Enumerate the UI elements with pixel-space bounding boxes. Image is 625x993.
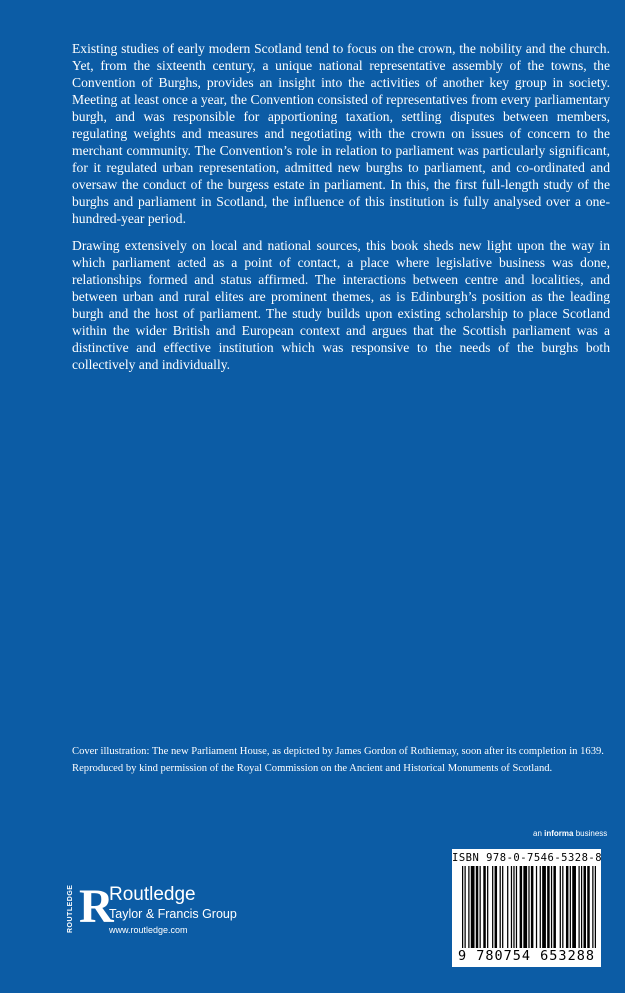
routledge-r-icon: R (79, 880, 114, 933)
barcode-bar (471, 866, 475, 948)
barcode-bar (583, 866, 586, 948)
informa-suffix: business (575, 829, 608, 838)
barcode-bar (595, 866, 596, 948)
barcode-bar (551, 866, 552, 948)
barcode-bar (480, 866, 481, 948)
informa-prefix: an (533, 829, 542, 838)
barcode-bar (465, 866, 466, 948)
barcode-bar (553, 866, 556, 948)
publisher-block (67, 880, 267, 940)
barcode-bar (562, 866, 563, 948)
barcode-bar (462, 866, 463, 948)
barcode-bar (566, 866, 569, 948)
publisher-name: Routledge (109, 884, 196, 905)
barcode-bar (495, 866, 498, 948)
barcode-bar (570, 866, 571, 948)
caption-line-2: Reproduced by kind permission of the Royal Commission on the Ancient and Historical Monuments of Scotland. (72, 763, 553, 774)
barcode-bar (592, 866, 593, 948)
barcode-bar (513, 866, 514, 948)
barcode-bar (507, 866, 508, 948)
barcode-bar (483, 866, 486, 948)
barcode-bar (531, 866, 534, 948)
barcode-bar (476, 866, 479, 948)
barcode-bar (560, 866, 561, 948)
barcode-bar (502, 866, 503, 948)
publisher-group: Taylor & Francis Group (109, 907, 237, 921)
routledge-vertical-wordmark: ROUTLEDGE (67, 884, 74, 934)
barcode-bar (520, 866, 523, 948)
barcode-bar (572, 866, 576, 948)
informa-brand: informa (544, 829, 574, 838)
barcode-bar (523, 866, 527, 948)
barcode-bar (547, 866, 550, 948)
barcode-bar (542, 866, 546, 948)
publisher-url: www.routledge.com (109, 925, 188, 935)
barcode-bar (500, 866, 501, 948)
barcode-bar (578, 866, 579, 948)
informa-business-tag (533, 829, 607, 838)
barcode-bar (581, 866, 582, 948)
barcode-bar (511, 866, 512, 948)
blurb-paragraph-1: Existing studies of early modern Scotland tend to focus on the crown, the nobility and the church. Yet, from the sixteenth century, a unique national representative assembly of the towns, the Convention of Burghs, provides an insight into the activities of another key group in society. Meeting at least once a year, the Convention consisted of representatives from every parliamentary burgh, and was responsible for apportioning taxation, settling disputes between members, regulating weights and measures and negotiating with the crown on issues of concern to the merchant community. The Convention’s role in relation to parliament was particularly significant, for it regulated urban representation, admitted new burghs to parliament, and co-ordinated and oversaw the conduct of the burgess estate in parliament. In this, the first full-length study of the burghs and parliament in Scotland, the influence of this institution is fully analysed over a one-hundred-year period. (72, 41, 610, 226)
barcode-bar (536, 866, 537, 948)
barcode-bars (462, 866, 596, 948)
back-cover-blurb (72, 40, 610, 383)
isbn-label: ISBN 978-0-7546-5328-8 (452, 852, 603, 864)
isbn-barcode (452, 849, 601, 967)
barcode-bar (492, 866, 493, 948)
barcode-bar (516, 866, 517, 948)
barcode-bar (468, 866, 469, 948)
routledge-logo (67, 880, 114, 938)
barcode-bar (528, 866, 529, 948)
barcode-digits: 9 780754 653288 (458, 948, 595, 964)
barcode-bar (487, 866, 488, 948)
barcode-bar (587, 866, 590, 948)
cover-illustration-caption (72, 743, 617, 777)
caption-line-1: Cover illustration: The new Parliament House, as depicted by James Gordon of Rothiemay, soon after its completion in 1639. (72, 746, 604, 757)
blurb-paragraph-2: Drawing extensively on local and national sources, this book sheds new light upon the way in which parliament acted as a point of contact, a place where legislative business was done, relationships formed and status affirmed. The interactions between centre and localities, and between urban and rural elites are prominent themes, as is Edinburgh’s position as the leading burgh and the host of parliament. The study builds upon existing scholarship to place Scotland within the wider British and European context and argues that the Scottish parliament was a distinctive and effective institution which was responsive to the needs of the burghs both collectively and individually. (72, 238, 610, 372)
barcode-bar (540, 866, 541, 948)
